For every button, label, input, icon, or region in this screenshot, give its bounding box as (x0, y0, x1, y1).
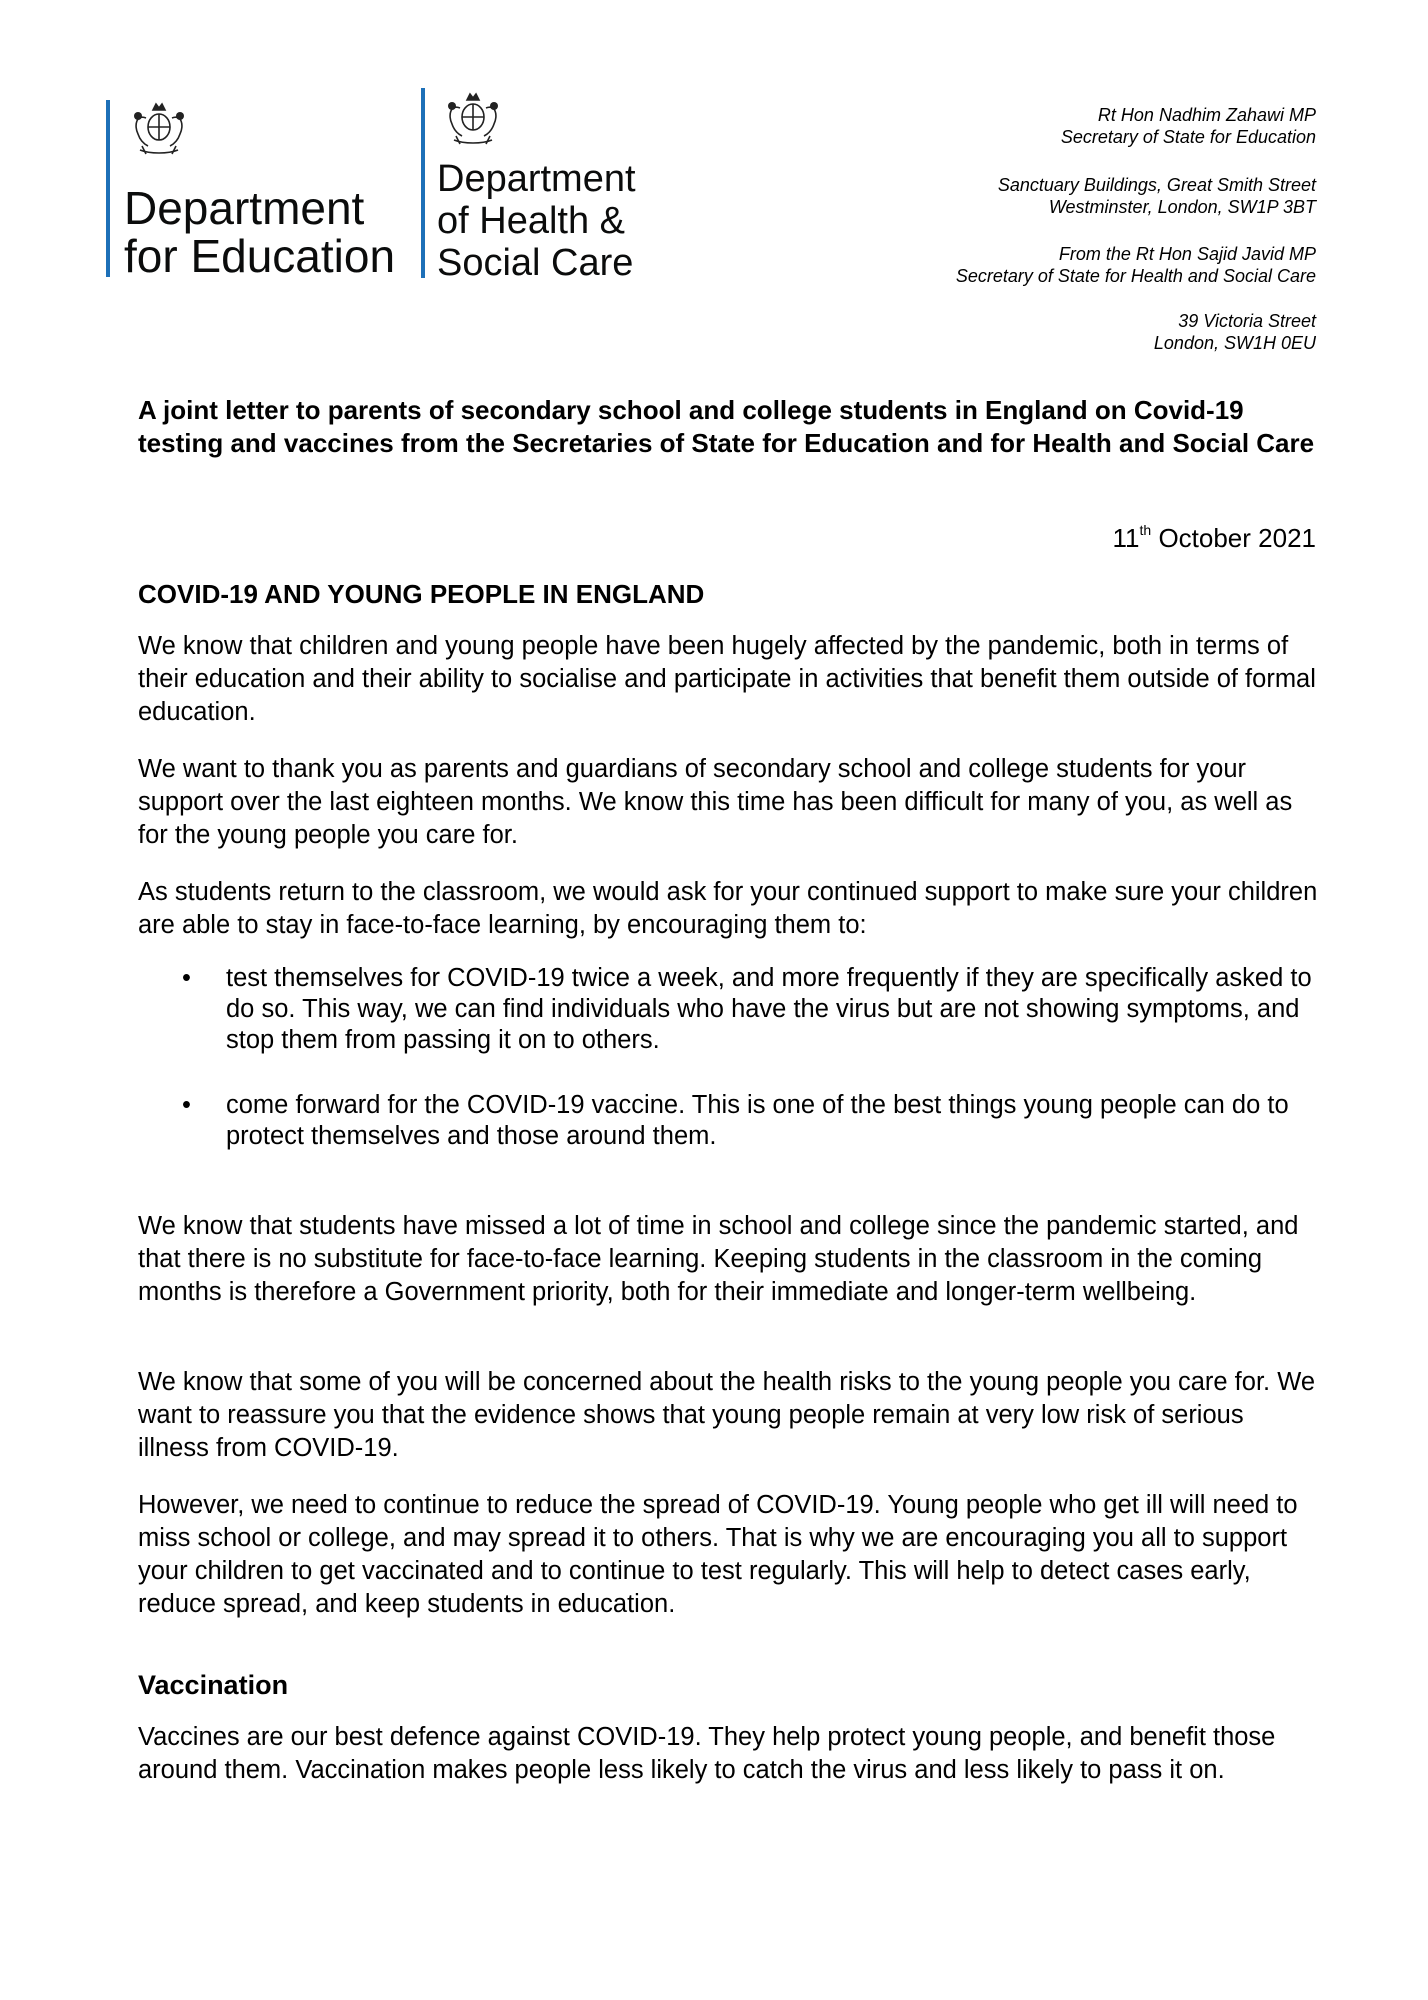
dfe-address (998, 174, 1316, 218)
royal-crest-icon (126, 100, 192, 158)
paragraph: We know that students have missed a lot of time in school and college since the pandemic started, and that there is no substitute for face-to-face learning. Keeping students in the classroom in the coming months is therefore a Government priority, both for their immediate and longer-term wellbeing. (138, 1212, 1299, 1306)
dhsc-name (437, 158, 636, 284)
encouragement-list (138, 963, 1318, 1152)
address-line: Sanctuary Buildings, Great Smith Street (997, 175, 1316, 195)
bullet-icon: • (182, 964, 191, 992)
paragraph: We know that some of you will be concerned about the health risks to the young people you care for. We want to reassure you that the evidence shows that young people remain at very low risk of serious illness from COVID-19. (138, 1368, 1315, 1462)
dhsc-name-line1: Department (437, 158, 636, 200)
paragraph: We know that children and young people have been hugely affected by the pandemic, both in terms of their education and their ability to socialise and participate in activities that benefit them outside of formal education. (138, 632, 1316, 726)
list-item (138, 1090, 1318, 1152)
bullet-icon: • (182, 1091, 191, 1119)
paragraph: However, we need to continue to reduce the spread of COVID-19. Young people who get ill will need to miss school or college, and may spread it to others. That is why we are encouraging you all to support your children to get vaccinated and to continue to test regularly. This will help to detect cases early, reduce spread, and keep students in education. (138, 1491, 1298, 1618)
list-item-text: come forward for the COVID-19 vaccine. This is one of the best things young people can do to protect themselves and those around them. (226, 1091, 1289, 1150)
dhsc-name-line2: of Health & (437, 200, 625, 242)
letter-title: A joint letter to parents of secondary school and college students in England on Covid-19 testing and vaccines from the Secretaries of State for Education and for Health and Social Care (138, 395, 1315, 458)
dhsc-name-line3: Social Care (437, 242, 634, 284)
section-heading-covid: COVID-19 AND YOUNG PEOPLE IN ENGLAND (138, 579, 705, 609)
address-line: 39 Victoria Street (1178, 311, 1316, 331)
sender-javid (956, 243, 1316, 287)
dfe-name-line2: for Education (124, 230, 396, 282)
sender-line: Secretary of State for Health and Social Care (955, 266, 1316, 286)
address-line: Westminster, London, SW1P 3BT (1048, 197, 1316, 217)
list-item-text: test themselves for COVID-19 twice a week, and more frequently if they are specifically asked to do so. This way, we can find individuals who have the virus but are not showing symptoms, and stop them from passing it on to others. (226, 964, 1312, 1054)
dhsc-address (1154, 310, 1316, 354)
dfe-name-line1: Department (124, 182, 365, 234)
dfe-logo-bar (106, 100, 110, 277)
date-suffix: th (1139, 522, 1152, 538)
letter-date (1113, 522, 1316, 554)
section-heading-vaccination: Vaccination (138, 1670, 289, 1700)
sender-line: Secretary of State for Education (1060, 127, 1316, 147)
dhsc-logo-bar (421, 88, 425, 278)
royal-crest-icon (440, 90, 506, 148)
address-line: London, SW1H 0EU (1153, 333, 1316, 353)
paragraph: We want to thank you as parents and guardians of secondary school and college students for your support over the last eighteen months. We know this time has been difficult for many of you, as well as for the young people you care for. (138, 755, 1293, 849)
sender-line: Rt Hon Nadhim Zahawi MP (1097, 105, 1316, 125)
sender-line: From the Rt Hon Sajid Javid MP (1058, 244, 1316, 264)
dfe-name (124, 184, 395, 280)
sender-zahawi (1061, 104, 1316, 148)
date-day: 11 (1112, 523, 1140, 553)
date-rest: October 2021 (1151, 523, 1316, 553)
list-item (138, 963, 1318, 1056)
paragraph: Vaccines are our best defence against COVID-19. They help protect young people, and benefit those around them. Vaccination makes people less likely to catch the virus and less likely to pass it on. (138, 1723, 1276, 1784)
paragraph: As students return to the classroom, we would ask for your continued support to make sure your children are able to stay in face-to-face learning, by encouraging them to: (138, 878, 1318, 939)
